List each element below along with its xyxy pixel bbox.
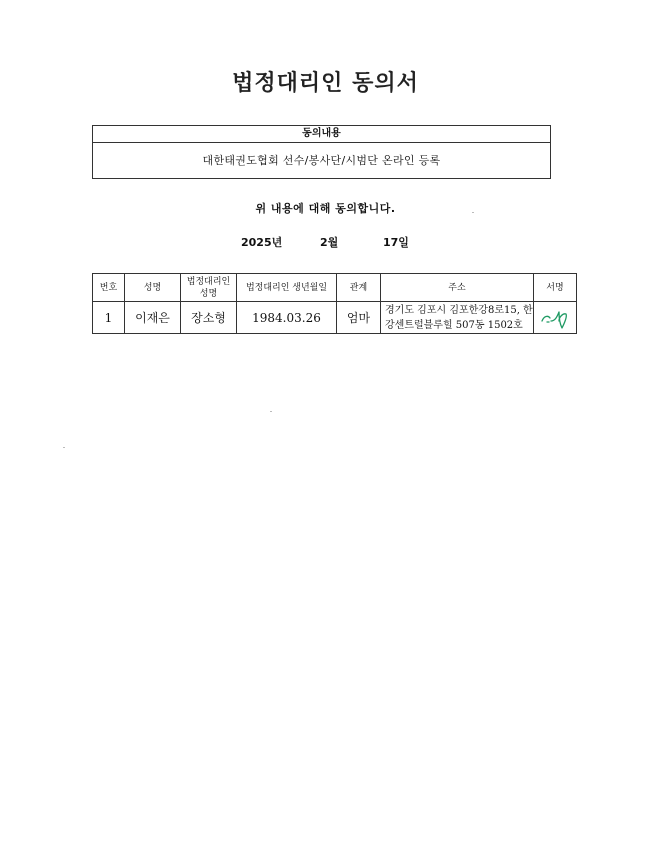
consent-section (92, 125, 551, 179)
table-row (93, 302, 577, 334)
consent-content: 대한태권도협회 선수/봉사단/시범단 온라인 등록 (202, 154, 441, 167)
header-name: 성명 (125, 274, 181, 302)
date-day: 17일 (383, 236, 409, 249)
cell-rep-birth: 1984.03.26 (237, 302, 337, 334)
guardian-table (92, 273, 577, 334)
header-rep-birth: 법정대리인 생년월일 (237, 274, 337, 302)
scan-speck (472, 212, 474, 213)
scan-speck (270, 411, 272, 412)
header-signature: 서명 (534, 274, 577, 302)
cell-name: 이재은 (125, 302, 181, 334)
scan-speck (63, 447, 65, 448)
cell-no: 1 (93, 302, 125, 334)
cell-address: 경기도 김포시 김포한강8로15, 한강센트럴블루힐 507동 1502호 (381, 302, 534, 334)
header-rep-name: 법정대리인 성명 (181, 274, 237, 302)
page-title: 법정대리인 동의서 (232, 71, 419, 96)
cell-relation: 엄마 (337, 302, 381, 334)
header-address: 주소 (381, 274, 534, 302)
agreement-statement: 위 내용에 대해 동의합니다. (255, 202, 396, 215)
header-relation: 관계 (337, 274, 381, 302)
header-no: 번호 (93, 274, 125, 302)
table-header-row (93, 274, 577, 302)
date-year: 2025년 (241, 236, 283, 249)
date-month: 2월 (320, 236, 339, 249)
consent-header: 동의내용 (93, 126, 550, 143)
cell-rep-name: 장소형 (181, 302, 237, 334)
cell-signature (534, 302, 577, 334)
handwritten-signature-icon (538, 304, 572, 332)
